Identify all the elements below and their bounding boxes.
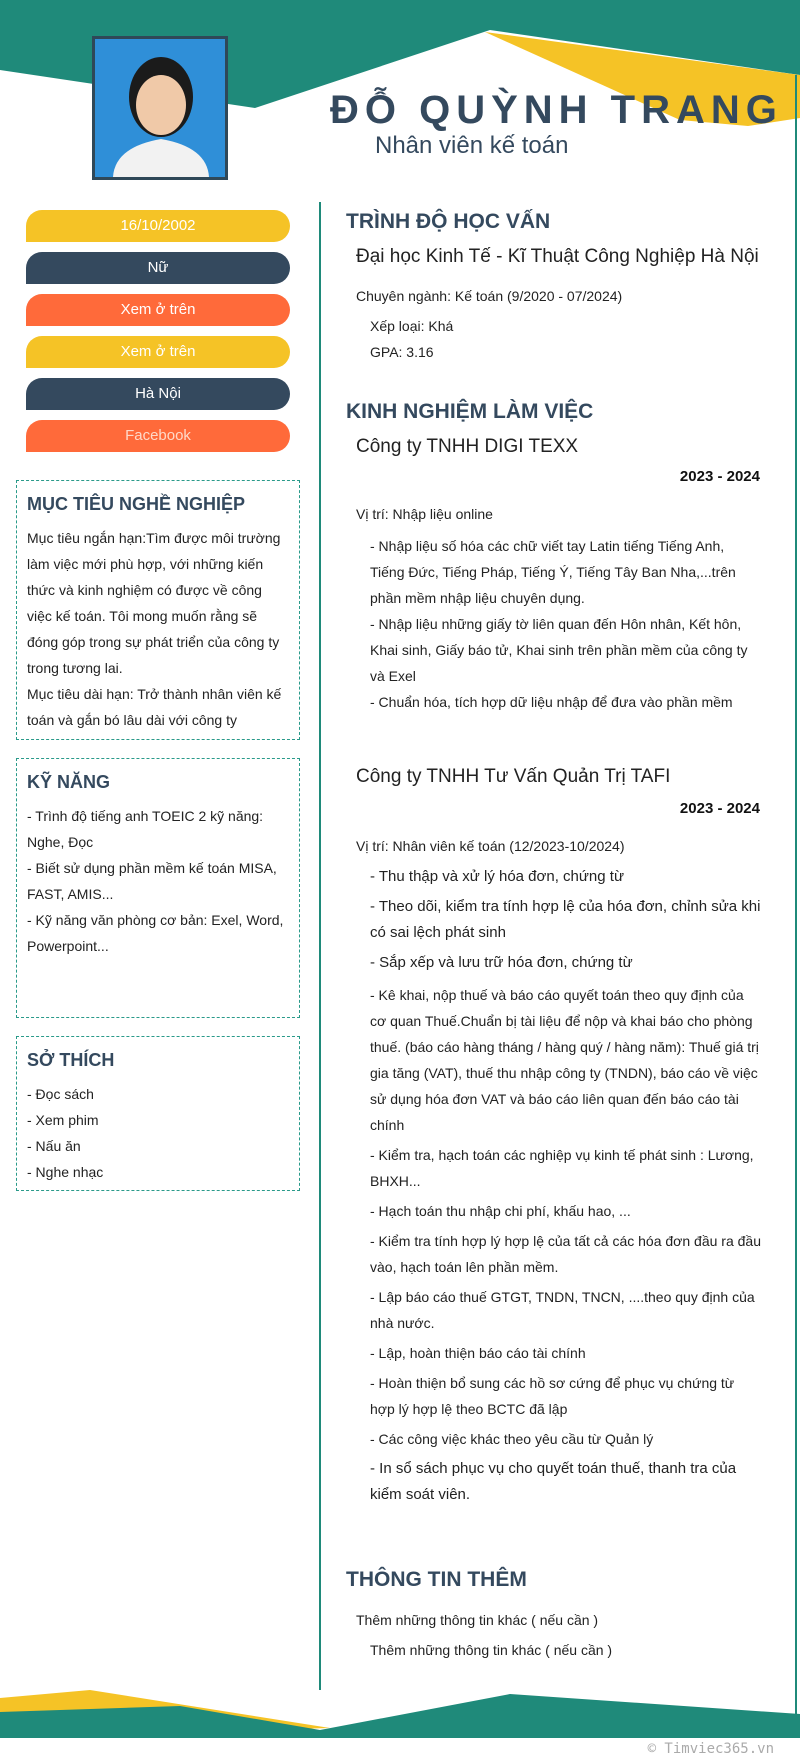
skill-item: - Biết sử dụng phần mềm kế toán MISA, FAST, AMIS... <box>27 860 277 902</box>
hobby-item: - Nấu ăn <box>27 1138 81 1154</box>
skills-section <box>16 758 300 1018</box>
hobbies-section <box>16 1036 300 1191</box>
extra-info-title: THÔNG TIN THÊM <box>346 1568 527 1591</box>
job-years: 2023 - 2024 <box>679 800 760 817</box>
school-name: Đại học Kinh Tế - Kĩ Thuật Công Nghiệp Hà Nội <box>356 246 759 267</box>
duty-item: - Kiểm tra tính hợp lý hợp lệ của tất cả các hóa đơn đầu ra đầu vào, hạch toán lên phần mềm. <box>370 1233 761 1275</box>
duty-item: - Nhập liệu những giấy tờ liên quan đến Hôn nhân, Kết hôn, Khai sinh, Giấy báo tử, Khai sinh trên phần mềm của công ty và Exel <box>370 616 748 684</box>
job-position: Vị trí: Nhân viên kế toán (12/2023-10/2024) <box>356 838 625 854</box>
duty-item: - Kiểm tra, hạch toán các nghiệp vụ kinh tế phát sinh : Lương, BHXH... <box>370 1147 754 1189</box>
gpa: GPA: 3.16 <box>370 344 434 360</box>
skill-item: - Kỹ năng văn phòng cơ bản: Exel, Word, Powerpoint... <box>27 912 284 954</box>
address: Hà Nội <box>26 378 290 410</box>
objective-title: MỤC TIÊU NGHỀ NGHIỆP <box>27 494 246 514</box>
job-position: Vị trí: Nhập liệu online <box>356 506 493 522</box>
gender: Nữ <box>26 252 290 284</box>
hobby-item: - Đọc sách <box>27 1086 94 1102</box>
duty-item: - Lập báo cáo thuế GTGT, TNDN, TNCN, ....theo quy định của nhà nước. <box>370 1289 755 1331</box>
objective-long-term: Mục tiêu dài hạn: Trở thành nhân viên kế toán và gắn bó lâu dài với công ty <box>27 686 282 728</box>
facebook-link[interactable]: Facebook <box>26 420 290 452</box>
objective-short-term: Mục tiêu ngắn hạn:Tìm được môi trường làm việc mới phù hợp, với những kiến thức và kinh nghiệm có được về công việc kế toán. Tôi mong muốn rằng sẽ đóng góp trong sự phát triển của công ty trong tương lai. <box>27 530 281 676</box>
skill-item: - Trình độ tiếng anh TOEIC 2 kỹ năng: Nghe, Đọc <box>27 808 264 850</box>
duty-item: - Các công việc khác theo yêu cầu từ Quản lý <box>370 1431 654 1447</box>
hobbies-title: SỞ THÍCH <box>27 1050 115 1070</box>
candidate-name: ĐỖ QUỲNH TRANG <box>330 88 783 132</box>
job-duties <box>370 533 762 715</box>
hobby-item: - Xem phim <box>27 1112 99 1128</box>
job-title: Nhân viên kế toán <box>375 132 569 159</box>
hobby-item: - Nghe nhạc <box>27 1164 104 1180</box>
experience-title: KINH NGHIỆM LÀM VIỆC <box>346 400 594 423</box>
extra-info-line: Thêm những thông tin khác ( nếu cần ) <box>370 1642 613 1658</box>
skills-title: KỸ NĂNG <box>27 772 111 792</box>
email: Xem ở trên <box>26 336 290 368</box>
major: Chuyên ngành: Kế toán (9/2020 - 07/2024) <box>356 288 623 304</box>
duty-item: - Lập, hoàn thiện báo cáo tài chính <box>370 1345 586 1361</box>
objective-section <box>16 480 300 740</box>
extra-info-line: Thêm những thông tin khác ( nếu cần ) <box>356 1612 599 1628</box>
duty-item: - In sổ sách phục vụ cho quyết toán thuế, thanh tra của kiểm soát viên. <box>370 1460 737 1503</box>
duty-item: - Hạch toán thu nhập chi phí, khấu hao, ... <box>370 1203 631 1219</box>
job-years: 2023 - 2024 <box>679 468 760 485</box>
portrait-image <box>95 39 225 177</box>
job-duties <box>370 864 762 1508</box>
duty-item: - Sắp xếp và lưu trữ hóa đơn, chứng từ <box>370 954 633 971</box>
duty-item: - Kê khai, nộp thuế và báo cáo quyết toán theo quy định của cơ quan Thuế.Chuẩn bị tài liệu để nộp và khai báo cho phòng thuế. (báo cáo hàng tháng / hàng quý / hàng năm): Thuế giá trị gia tăng (VAT), thuế thu nhập công ty (TNDN), báo cáo về việc sử dụng hóa đơn VAT và báo cáo liên quan đến báo cáo tài chính <box>370 987 759 1133</box>
company-name: Công ty TNHH Tư Vấn Quản Trị TAFI <box>356 766 671 787</box>
grade-rank: Xếp loại: Khá <box>370 318 454 334</box>
column-divider <box>319 202 321 1690</box>
duty-item: - Theo dõi, kiểm tra tính hợp lệ của hóa đơn, chỉnh sửa khi có sai lệch phát sinh <box>370 898 761 941</box>
phone: Xem ở trên <box>26 294 290 326</box>
birth-date: 16/10/2002 <box>26 210 290 242</box>
duty-item: - Nhập liệu số hóa các chữ viết tay Latin tiếng Tiếng Anh, Tiếng Đức, Tiếng Pháp, Tiếng Ý, Tiếng Tây Ban Nha,...trên phần mềm nhập liệu chuyên dụng. <box>370 538 736 606</box>
watermark: © Timviec365.vn <box>647 1741 774 1757</box>
company-name: Công ty TNHH DIGI TEXX <box>356 436 579 457</box>
duty-item: - Thu thập và xử lý hóa đơn, chứng từ <box>370 868 624 885</box>
education-title: TRÌNH ĐỘ HỌC VẤN <box>346 210 551 233</box>
profile-photo <box>92 36 228 180</box>
duty-item: - Chuẩn hóa, tích hợp dữ liệu nhập để đưa vào phần mềm <box>370 694 733 710</box>
duty-item: - Hoàn thiện bổ sung các hồ sơ cứng để phục vụ chứng từ hợp lý hợp lệ theo BCTC đã lập <box>370 1375 735 1417</box>
